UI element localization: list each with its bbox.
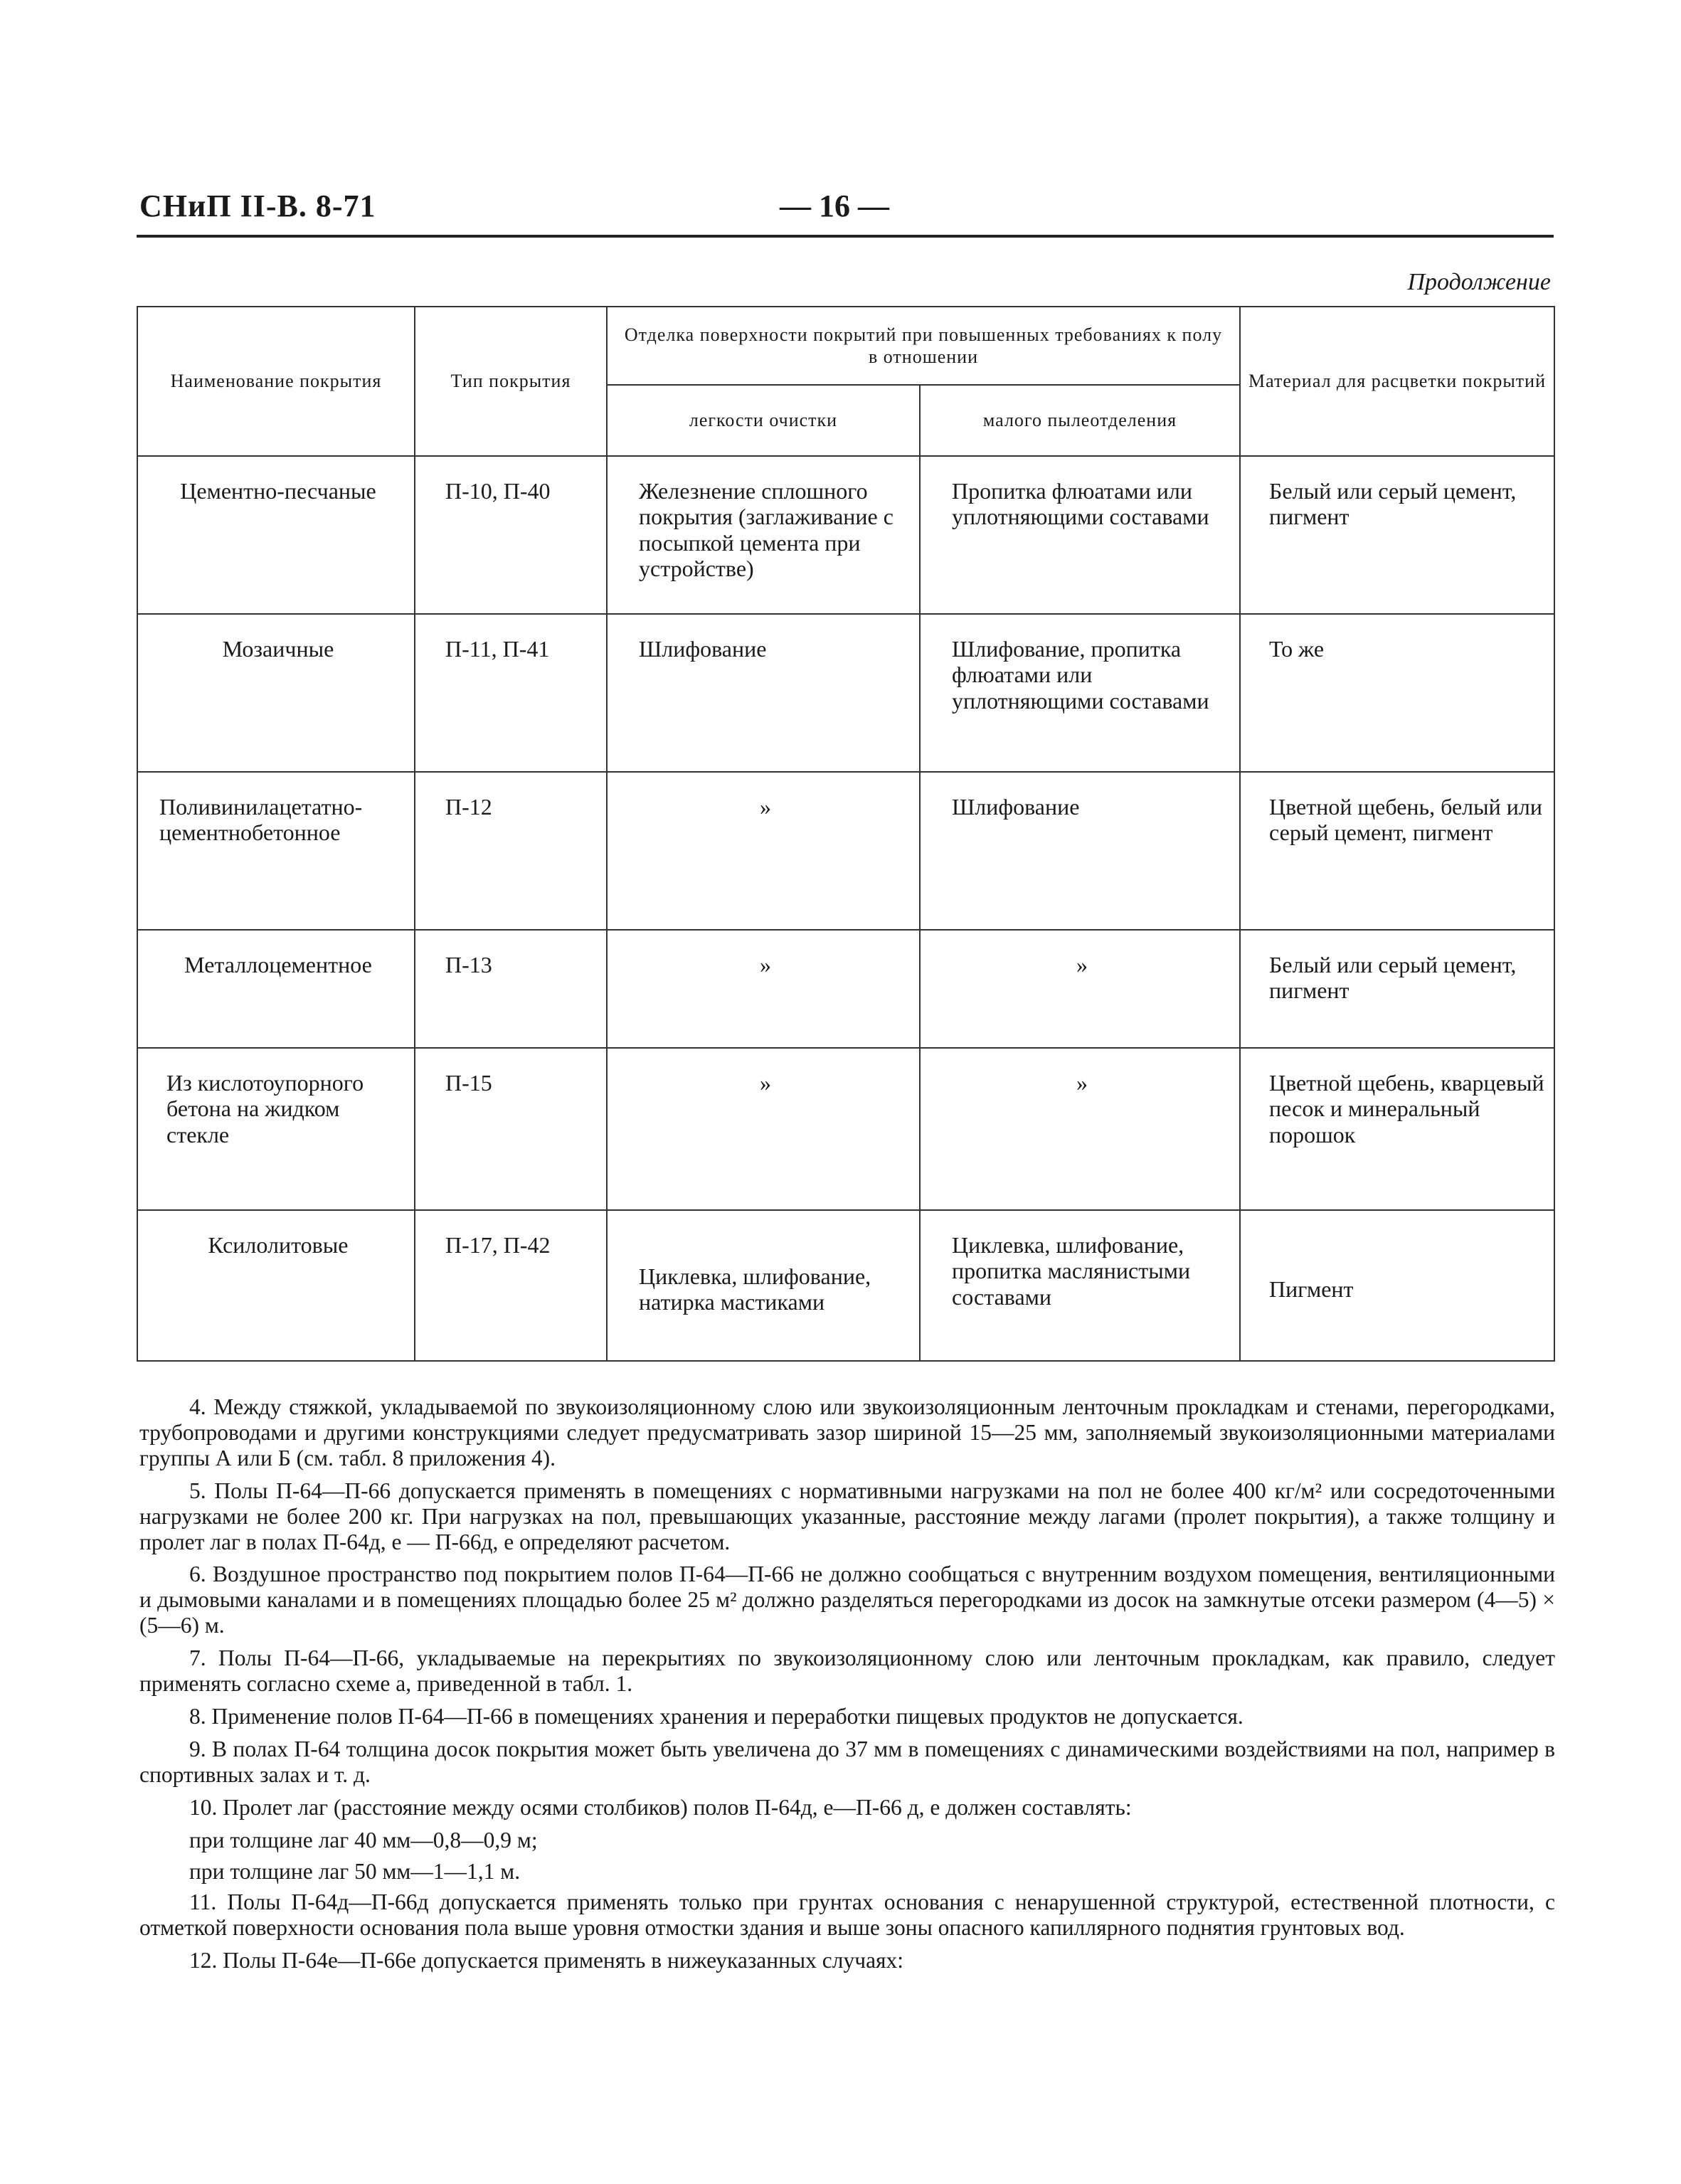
cell-dust: »: [920, 930, 1240, 1048]
cell-cleaning: »: [607, 1048, 920, 1210]
coatings-table: [137, 306, 1555, 1362]
cell-cleaning: Железнение сплошного покрытия (заглаживание с посыпкой цемента при устройстве): [607, 456, 920, 614]
cell-material: Пигмент: [1240, 1210, 1554, 1361]
notes-section: [139, 1394, 1555, 1981]
note-4: 4. Между стяжкой, укладываемой по звукоизоляционному слою или звукоизоляционным ленточным прокладкам и стенами, перегородками, трубопроводами и другими конструкциями следует предусматривать зазор шириной 15—25 мм, заполняемый звукоизоляционными материалами группы А или Б (см. табл. 8 приложения 4).: [139, 1394, 1555, 1470]
cell-type: П-11, П-41: [415, 614, 607, 772]
table-row: [137, 1210, 1554, 1361]
table-row: [137, 930, 1554, 1048]
cell-type: П-17, П-42: [415, 1210, 607, 1361]
page-number: — 16 —: [780, 189, 889, 223]
cell-name: Цементно-песчаные: [137, 456, 415, 614]
cell-dust: »: [920, 1048, 1240, 1210]
cell-material: Белый или серый цемент, пигмент: [1240, 930, 1554, 1048]
header-ease-cleaning: легкости очистки: [607, 385, 920, 456]
header-material: Материал для расцветки покрытий: [1240, 307, 1554, 456]
note-10-b: при толщине лаг 50 мм—1—1,1 м.: [189, 1858, 521, 1884]
cell-name: Мозаичные: [137, 614, 415, 772]
note-8: 8. Применение полов П-64—П-66 в помещениях хранения и переработки пищевых продуктов не допускается.: [189, 1703, 1243, 1729]
header-rule: [137, 235, 1554, 238]
cell-material: Белый или серый цемент, пигмент: [1240, 456, 1554, 614]
table-row: [137, 772, 1554, 930]
continuation-label: Продолжение: [1407, 269, 1551, 295]
document-code: СНиП II-В. 8-71: [139, 189, 376, 223]
header-finish-group: Отделка поверхности покрытий при повышенных требованиях к полу в отношении: [607, 307, 1240, 385]
table-row: [137, 456, 1554, 614]
cell-dust: Шлифование, пропитка флюатами или уплотняющими составами: [920, 614, 1240, 772]
note-11: 11. Полы П-64д—П-66д допускается применять только при грунтах основания с ненарушенной структурой, естественной плотности, с отметкой поверхности основания пола выше уровня отмостки здания и выше зоны опасного капиллярного поднятия грунтовых вод.: [139, 1889, 1555, 1941]
note-12: 12. Полы П-64е—П-66е допускается применять в нижеуказанных случаях:: [189, 1948, 904, 1973]
cell-name: Из кислотоупорного бетона на жидком стекле: [137, 1048, 415, 1210]
cell-cleaning: Шлифование: [607, 614, 920, 772]
cell-name: Металлоцементное: [137, 930, 415, 1048]
note-10: 10. Пролет лаг (расстояние между осями столбиков) полов П-64д, е—П-66 д, е должен составлять:: [189, 1794, 1132, 1820]
cell-material: То же: [1240, 614, 1554, 772]
table-row: [137, 614, 1554, 772]
note-5: 5. Полы П-64—П-66 допускается применять в помещениях с нормативными нагрузками на пол не более 400 кг/м² или сосредоточенными нагрузками не более 200 кг. При нагрузках на пол, превышающих указанные, расстояние между лагами (пролет покрытия), а также толщину и пролет лаг в полах П-64д, е — П-66д, е определяют расчетом.: [139, 1478, 1555, 1554]
cell-dust: Пропитка флюатами или уплотняющими составами: [920, 456, 1240, 614]
note-9: 9. В полах П-64 толщина досок покрытия может быть увеличена до 37 мм в помещениях с динамическими воздействиями на пол, например в спортивных залах и т. д.: [139, 1736, 1555, 1787]
cell-name: Ксилолитовые: [137, 1210, 415, 1361]
cell-cleaning: »: [607, 930, 920, 1048]
cell-dust: Шлифование: [920, 772, 1240, 930]
cell-name: Поливинилацетатно-цементнобетонное: [137, 772, 415, 930]
cell-type: П-10, П-40: [415, 456, 607, 614]
note-6: 6. Воздушное пространство под покрытием полов П-64—П-66 не должно сообщаться с внутренним воздухом помещения, вентиляционными и дымовыми каналами и в помещениях площадью более 25 м² должно разделяться перегородками из досок на замкнутые отсеки размером (4—5) × (5—6) м.: [139, 1562, 1555, 1638]
header-name: Наименование покрытия: [137, 307, 415, 456]
note-10-a: при толщине лаг 40 мм—0,8—0,9 м;: [189, 1827, 538, 1852]
cell-dust: Циклевка, шлифование, пропитка маслянистыми составами: [920, 1210, 1240, 1361]
cell-type: П-12: [415, 772, 607, 930]
cell-material: Цветной щебень, кварцевый песок и минеральный порошок: [1240, 1048, 1554, 1210]
note-7: 7. Полы П-64—П-66, укладываемые на перекрытиях по звукоизоляционному слою или ленточным прокладкам, как правило, следует применять согласно схеме а, приведенной в табл. 1.: [139, 1645, 1555, 1697]
page-header: [139, 188, 1555, 236]
header-low-dust: малого пылеотделения: [920, 385, 1240, 456]
cell-cleaning: »: [607, 772, 920, 930]
header-type: Тип покрытия: [415, 307, 607, 456]
cell-material: Цветной щебень, белый или серый цемент, пигмент: [1240, 772, 1554, 930]
table-row: [137, 1048, 1554, 1210]
cell-type: П-13: [415, 930, 607, 1048]
cell-cleaning: Циклевка, шлифование, натирка мастиками: [607, 1210, 920, 1361]
cell-type: П-15: [415, 1048, 607, 1210]
